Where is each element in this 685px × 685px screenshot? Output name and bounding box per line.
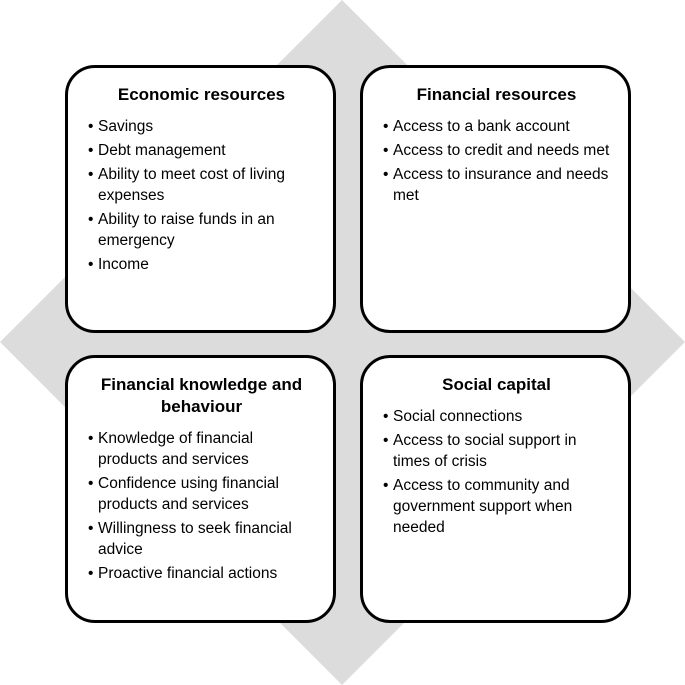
list-item: • Proactive financial actions bbox=[88, 563, 315, 584]
financial-knowledge-box bbox=[65, 355, 336, 623]
list-item: • Debt management bbox=[88, 140, 315, 161]
list-item: • Ability to raise funds in an emergency bbox=[88, 209, 315, 251]
social-capital-list bbox=[383, 406, 610, 538]
list-item: • Social connections bbox=[383, 406, 610, 427]
financial-knowledge-title: Financial knowledge and behaviour bbox=[100, 375, 303, 416]
list-item: • Ability to meet cost of living expenses bbox=[88, 164, 315, 206]
list-item: • Access to insurance and needs met bbox=[383, 164, 610, 206]
economic-resources-list bbox=[88, 116, 315, 275]
financial-resources-title: Financial resources bbox=[416, 85, 577, 104]
list-item: • Access to community and government support when needed bbox=[383, 475, 610, 538]
social-capital-title: Social capital bbox=[442, 375, 551, 394]
social-capital-box bbox=[360, 355, 631, 623]
list-item: • Willingness to seek financial advice bbox=[88, 518, 315, 560]
list-item: • Access to social support in times of crisis bbox=[383, 430, 610, 472]
economic-resources-title: Economic resources bbox=[117, 85, 286, 104]
economic-resources-box bbox=[65, 65, 336, 333]
list-item: • Income bbox=[88, 254, 315, 275]
list-item: • Knowledge of financial products and services bbox=[88, 428, 315, 470]
financial-resources-list bbox=[383, 116, 610, 206]
financial-resources-box bbox=[360, 65, 631, 333]
financial-knowledge-list bbox=[88, 428, 315, 584]
list-item: • Access to a bank account bbox=[383, 116, 610, 137]
list-item: • Confidence using financial products and services bbox=[88, 473, 315, 515]
list-item: • Access to credit and needs met bbox=[383, 140, 610, 161]
list-item: • Savings bbox=[88, 116, 315, 137]
